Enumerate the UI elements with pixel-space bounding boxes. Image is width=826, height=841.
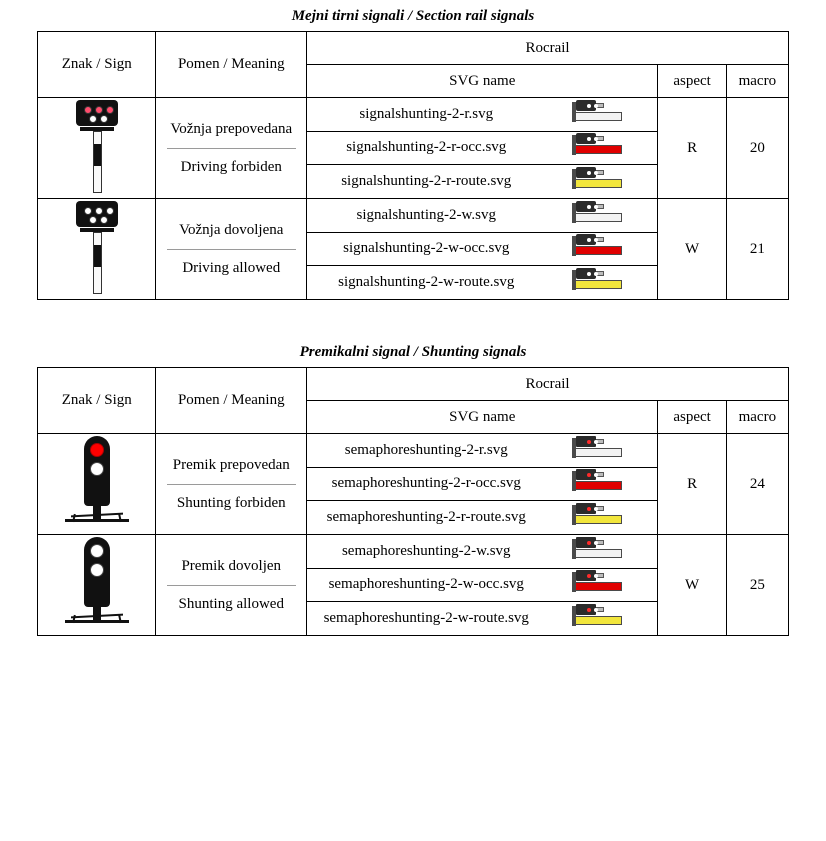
section-title: Premikalni signal / Shunting signals [299, 344, 527, 360]
svg-name-text: semaphoreshunting-2-r-route.svg [326, 509, 526, 526]
meaning-divider [167, 249, 296, 250]
header-sign: Znak / Sign [38, 368, 156, 434]
svg-name-text: signalshunting-2-r.svg [359, 105, 494, 122]
svg-name-text: signalshunting-2-w-occ.svg [343, 240, 510, 257]
rocrail-yellow-bar-icon [568, 502, 628, 528]
rocrail-grey-bar-icon [568, 435, 628, 461]
svg-name-cell [307, 98, 658, 132]
rocrail-red-bar-icon [568, 233, 628, 259]
svg-name-text: signalshunting-2-w.svg [356, 206, 496, 223]
svg-name-text: semaphoreshunting-2-w-route.svg [323, 610, 529, 627]
meaning-cell [156, 98, 307, 199]
sign-cell [38, 199, 156, 300]
svg-name-cell [307, 232, 658, 266]
sign-cell [38, 98, 156, 199]
table-header-row-1 [38, 32, 789, 65]
macro-cell: 20 [726, 98, 788, 199]
aspect-cell: R [658, 434, 726, 535]
table-row [38, 98, 789, 132]
rocrail-grey-bar-icon [568, 536, 628, 562]
rocrail-red-bar-icon [568, 132, 628, 158]
svg-name-cell [307, 535, 658, 569]
signal-table [37, 31, 789, 300]
rocrail-yellow-bar-icon [568, 166, 628, 192]
table-row [38, 434, 789, 468]
meaning-cell [156, 535, 307, 636]
signal-table [37, 367, 789, 636]
table-row [38, 535, 789, 569]
header-meaning: Pomen / Meaning [156, 368, 307, 434]
svg-name-text: semaphoreshunting-2-w-occ.svg [328, 576, 524, 593]
meaning-divider [167, 585, 296, 586]
rocrail-grey-bar-icon [568, 200, 628, 226]
svg-name-text: signalshunting-2-r-route.svg [341, 173, 512, 190]
svg-name-cell [307, 434, 658, 468]
svg-name-cell [307, 501, 658, 535]
svg-name-cell [307, 266, 658, 300]
rocrail-red-bar-icon [568, 569, 628, 595]
header-sign: Znak / Sign [38, 32, 156, 98]
rocrail-yellow-bar-icon [568, 603, 628, 629]
svg-name-cell [307, 568, 658, 602]
semaphore-red-icon [57, 434, 137, 534]
meaning-si: Premik dovoljen [181, 558, 282, 574]
header-svg-name: SVG name [307, 401, 658, 434]
macro-cell: 21 [726, 199, 788, 300]
header-rocrail: Rocrail [307, 32, 789, 65]
macro-cell: 24 [726, 434, 788, 535]
rocrail-yellow-bar-icon [568, 267, 628, 293]
header-aspect: aspect [658, 401, 726, 434]
semaphore-white-icon [57, 535, 137, 635]
meaning-cell [156, 434, 307, 535]
header-rocrail: Rocrail [307, 368, 789, 401]
meaning-en: Driving forbiden [180, 158, 282, 175]
svg-name-cell [307, 165, 658, 199]
aspect-cell: W [658, 535, 726, 636]
svg-name-text: semaphoreshunting-2-r-occ.svg [331, 475, 521, 492]
sign-cell [38, 535, 156, 636]
meaning-divider [167, 148, 296, 149]
meaning-si: Vožnja dovoljena [179, 222, 284, 238]
macro-cell: 25 [726, 535, 788, 636]
meaning-si: Premik prepovedan [172, 457, 290, 473]
rocrail-red-bar-icon [568, 468, 628, 494]
header-svg-name: SVG name [307, 65, 658, 98]
section-title: Mejni tirni signali / Section rail signals [291, 8, 535, 24]
shunting-signals [37, 344, 789, 636]
meaning-en: Shunting allowed [178, 595, 284, 612]
header-macro: macro [726, 401, 788, 434]
section-rail-signals [37, 8, 789, 300]
table-row [38, 199, 789, 233]
svg-name-cell [307, 199, 658, 233]
svg-name-cell [307, 131, 658, 165]
header-aspect: aspect [658, 65, 726, 98]
table-header-row-1 [38, 368, 789, 401]
header-macro: macro [726, 65, 788, 98]
svg-name-cell [307, 467, 658, 501]
meaning-cell [156, 199, 307, 300]
meaning-en: Shunting forbiden [176, 494, 286, 511]
svg-name-text: signalshunting-2-w-route.svg [338, 274, 515, 291]
svg-name-text: semaphoreshunting-2-r.svg [344, 441, 508, 458]
svg-name-text: signalshunting-2-r-occ.svg [346, 139, 507, 156]
header-meaning: Pomen / Meaning [156, 32, 307, 98]
svg-name-text: semaphoreshunting-2-w.svg [341, 542, 511, 559]
meaning-si: Vožnja prepovedana [170, 121, 293, 137]
dwarf-signal-white-icon [62, 201, 132, 297]
aspect-cell: W [658, 199, 726, 300]
meaning-en: Driving allowed [182, 259, 281, 276]
rocrail-grey-bar-icon [568, 99, 628, 125]
meaning-divider [167, 484, 296, 485]
sign-cell [38, 434, 156, 535]
dwarf-signal-red-icon [62, 100, 132, 196]
svg-name-cell [307, 602, 658, 636]
aspect-cell: R [658, 98, 726, 199]
